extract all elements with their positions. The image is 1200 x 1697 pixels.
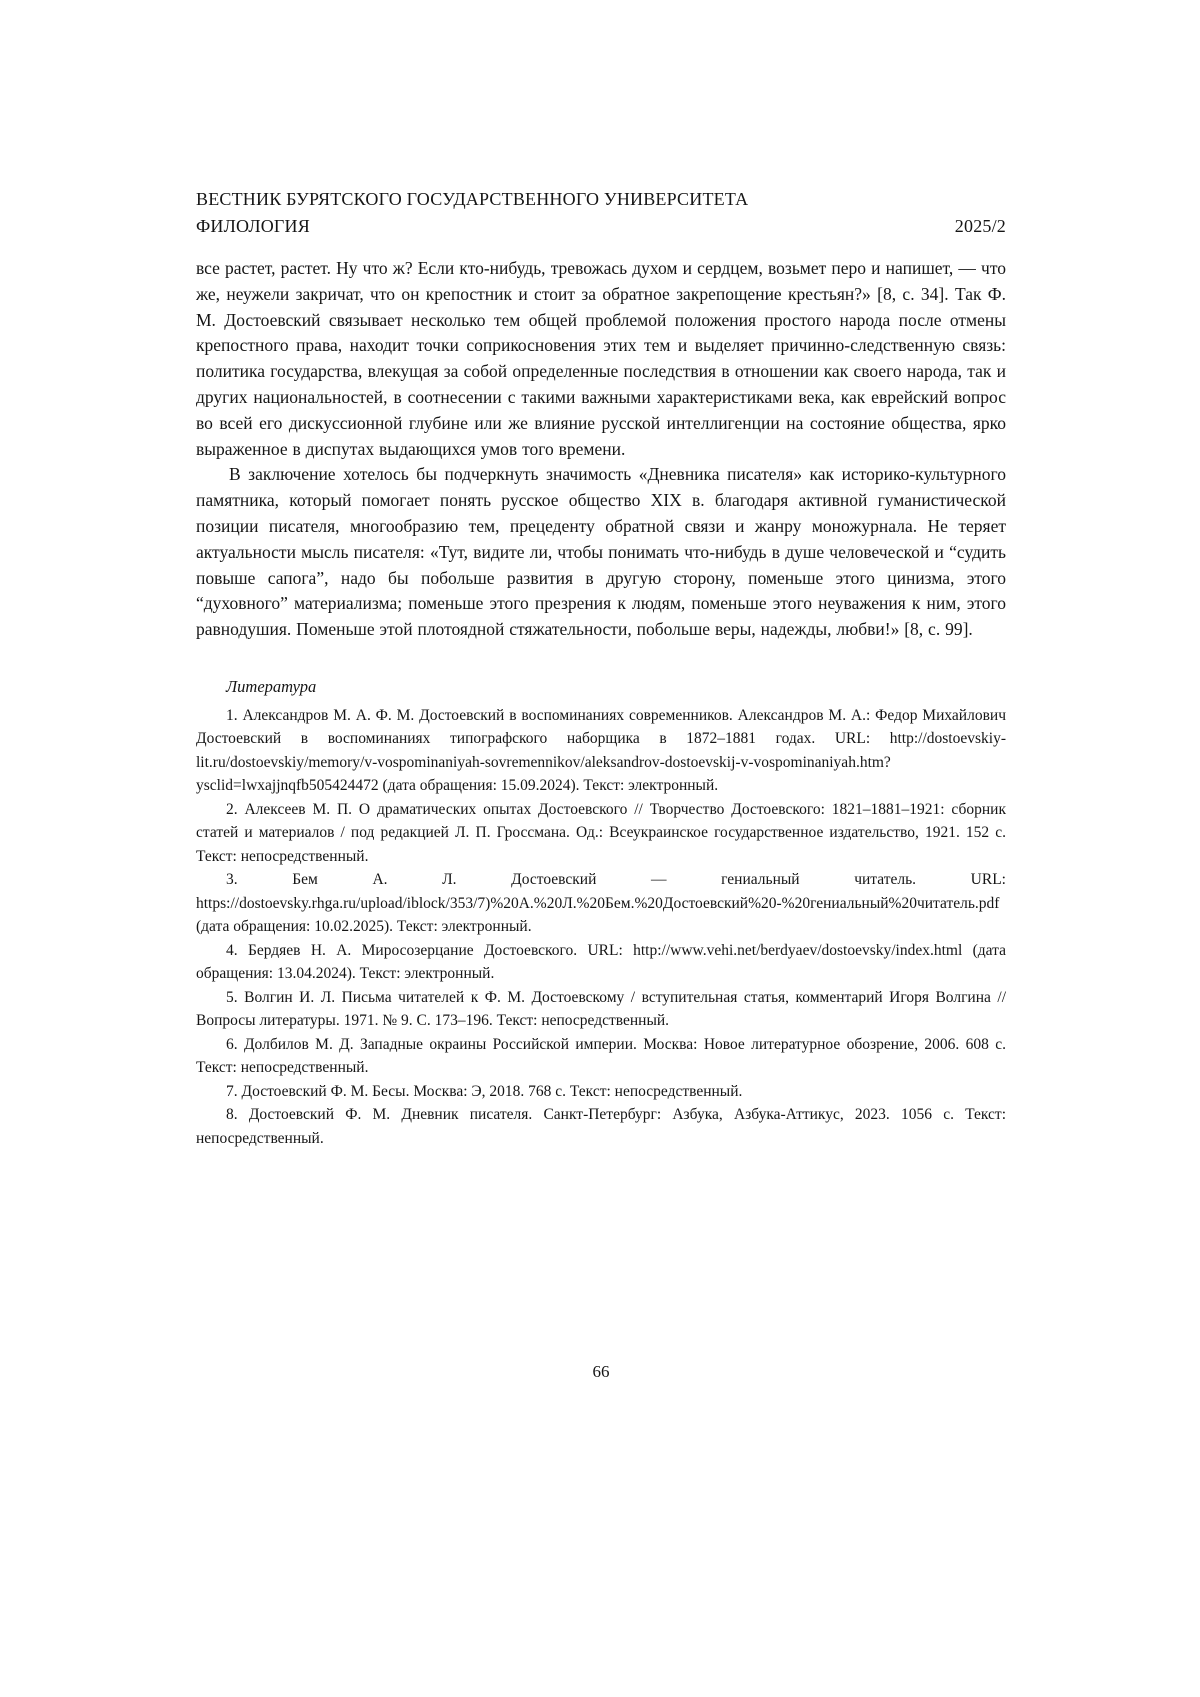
reference-item: 5. Волгин И. Л. Письма читателей к Ф. М. Достоевскому / вступительная статья, комментарий Игоря Волгина // Вопросы литературы. 1971. № 9. С. 173–196. Текст: непосредственный.: [196, 988, 1006, 1030]
reference-item: 7. Достоевский Ф. М. Бесы. Москва: Э, 2018. 768 с. Текст: непосредственный.: [226, 1082, 743, 1100]
running-head: [196, 186, 1006, 240]
page-content: [196, 186, 1006, 1150]
journal-title: ВЕСТНИК БУРЯТСКОГО ГОСУДАРСТВЕННОГО УНИВЕРСИТЕТА: [196, 189, 749, 209]
journal-section: ФИЛОЛОГИЯ: [196, 216, 310, 236]
article-body: [196, 256, 1006, 643]
references-list: [196, 704, 1006, 1151]
issue-number: 2025/2: [954, 216, 1006, 236]
body-paragraph: все растет, растет. Ну что ж? Если кто-нибудь, тревожась духом и сердцем, возьмет перо и напишет, — что же, неужели закричат, что он крепостник и стоит за обратное закрепощение крестьян?» [8, с. 34]. Так Ф. М. Достоевский связывает несколько тем общей проблемой положения простого народа после отмены крепостного права, находит точки соприкосновения этих тем и выделяет причинно-следственную связь: политика государства, влекущая за собой определенные последствия в отношении как своего народа, так и других национальностей, в соотнесении с такими важными характеристиками века, как еврейский вопрос во всей его дискуссионной глубине или же влияние русской интеллигенции на состояние общества, ярко выраженное в диспутах выдающихся умов того времени.: [196, 258, 1006, 459]
reference-item: 4. Бердяев Н. А. Миросозерцание Достоевского. URL: http://www.vehi.net/berdyaev/dostoevsky/index.html (дата обращения: 13.04.2024). Текст: электронный.: [196, 941, 1006, 983]
reference-item: 3. Бем А. Л. Достоевский — гениальный читатель. URL: https://dostoevsky.rhga.ru/upload/iblock/353/7)%20А.%20Л.%20Бем.%20Достоевский%20-%20гениальный%20читатель.pdf (дата обращения: 10.02.2025). Текст: электронный.: [196, 871, 1006, 936]
body-paragraph: В заключение хотелось бы подчеркнуть значимость «Дневника писателя» как историко-культурного памятника, который помогает понять русское общество XIX в. благодаря активной гуманистической позиции писателя, многообразию тем, прецеденту обратной связи и жанру моножурнала. Не теряет актуальности мысль писателя: «Тут, видите ли, чтобы понимать что-нибудь в душе человеческой и “судить повыше сапога”, надо бы побольше развития в другую сторону, поменьше этого цинизма, этого “духовного” материализма; поменьше этого презрения к людям, поменьше этого неуважения к ним, этого равнодушия. Поменьше этой плотоядной стяжательности, побольше веры, надежды, любви!» [8, с. 99].: [196, 464, 1006, 640]
page-number: 66: [592, 1362, 610, 1381]
reference-item: 8. Достоевский Ф. М. Дневник писателя. Санкт-Петербург: Азбука, Азбука-Аттикус, 2023. 1056 с. Текст: непосредственный.: [196, 1106, 1006, 1147]
reference-item: 6. Долбилов М. Д. Западные окраины Российской империи. Москва: Новое литературное обозрение, 2006. 608 с. Текст: непосредственный.: [196, 1035, 1006, 1077]
reference-item: 2. Алексеев М. П. О драматических опытах Достоевского // Творчество Достоевского: 1821–1881–1921: сборник статей и материалов / под редакцией Л. П. Гроссмана. Од.: Всеукраинское государственное издательство, 1921. 152 с. Текст: непосредственный.: [196, 800, 1006, 865]
reference-item: 1. Александров М. А. Ф. М. Достоевский в воспоминаниях современников. Александров М. А.: Федор Михайлович Достоевский в воспоминаниях типографского наборщика в 1872–1881 годах. URL: http://dostoevskiy-lit.ru/dostoevskiy/memory/v-vospominaniyah-sovremennikov/aleksandrov-dostoevskij-v-vospominaniyah.htm?ysclid=lwxajjnqfb505424472 (дата обращения: 15.09.2024). Текст: электронный.: [196, 706, 1006, 795]
references-heading: Литература: [226, 676, 317, 696]
